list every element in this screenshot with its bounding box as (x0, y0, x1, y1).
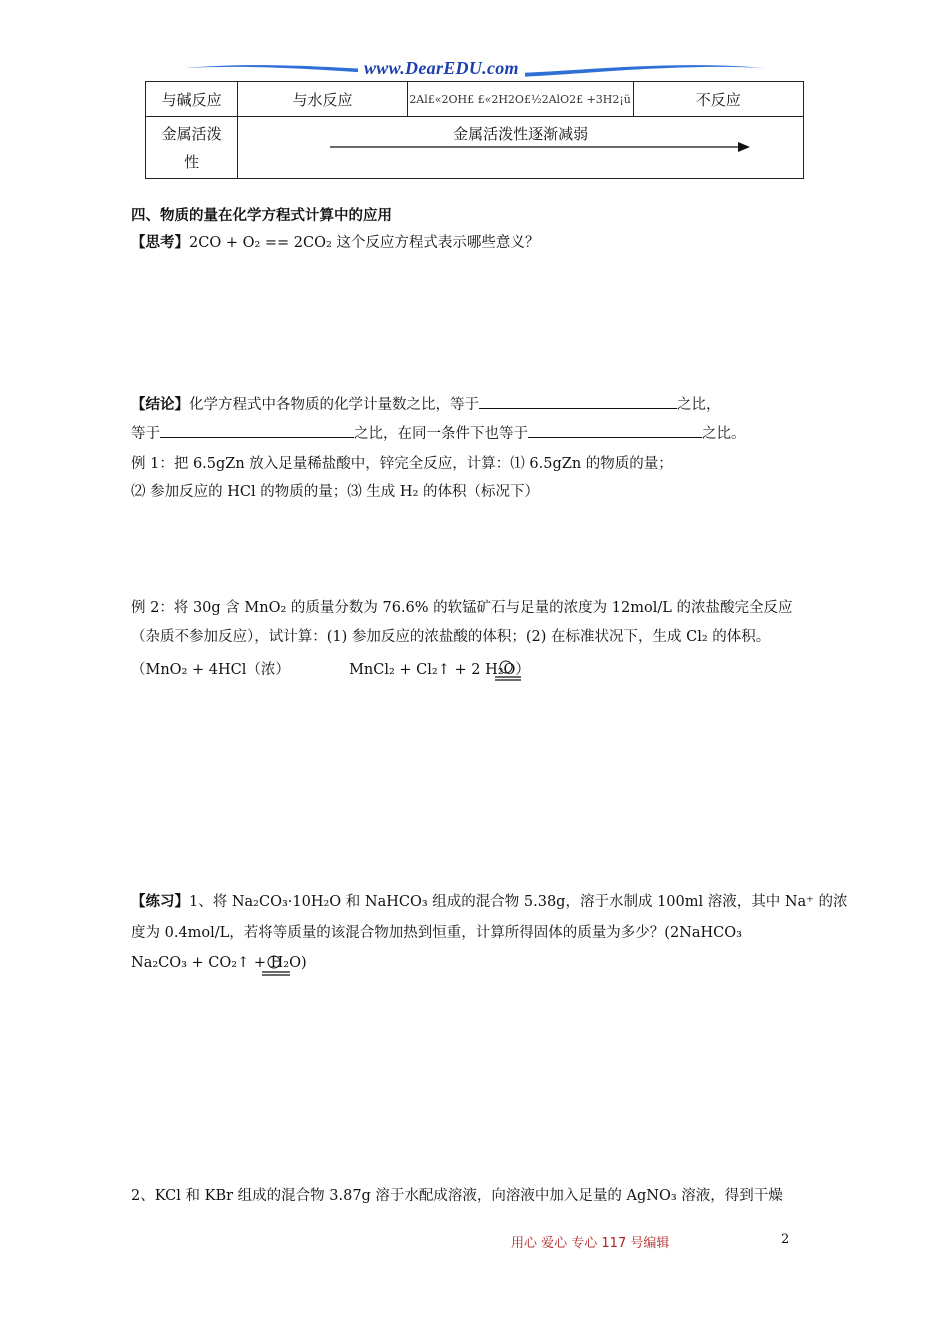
fill-blank[interactable] (528, 423, 702, 438)
page-number: 2 (781, 1232, 790, 1247)
think-text: 2CO + O₂ == 2CO₂ 这个反应方程式表示哪些意义？ (189, 235, 540, 251)
conclusion-text: 化学方程式中各物质的化学计量数之比，等于 (189, 397, 479, 413)
table-row (146, 82, 804, 117)
example-1-line-1: 例 1：把 6.5gZn 放入足量稀盐酸中，锌完全反应，计算：⑴ 6.5gZn 的物质的量； (131, 456, 673, 472)
practice-tag: 【练习】 (131, 893, 189, 910)
section-title: 四、物质的量在化学方程式计算中的应用 (131, 207, 392, 224)
practice-line-3: Na₂CO₃ + CO₂↑ + H₂O) (131, 955, 307, 971)
activity-label: 金属活泼性逐渐减弱 (453, 125, 589, 143)
conclusion-text: 之比。 (702, 426, 746, 442)
table-row (146, 117, 804, 179)
think-line (131, 233, 539, 253)
table-cell: 与水反应 (238, 82, 407, 117)
activity-cell (238, 117, 804, 179)
practice-line-2: 度为 0.4mol/L，若将等质量的该混合物加热到恒重，计算所得固体的质量为多少？(2NaHCO₃ (131, 925, 742, 941)
think-tag: 【思考】 (131, 234, 189, 251)
site-logo (180, 56, 770, 82)
fill-blank[interactable] (160, 423, 354, 438)
heat-condition-icon (493, 658, 523, 684)
right-arrow-icon (330, 139, 750, 151)
conclusion-tag: 【结论】 (131, 396, 189, 413)
conclusion-line-1 (131, 394, 721, 415)
conclusion-text: 之比， (677, 397, 721, 413)
conclusion-text: 等于 (131, 426, 160, 442)
equation-reactants: （MnO₂ + 4HCl（浓） (131, 662, 290, 678)
label-line: 金属活泼 (161, 124, 222, 143)
heat-condition-icon (260, 953, 292, 979)
equation-products: MnCl₂ + Cl₂↑ + 2 H₂O） (349, 662, 530, 678)
comparison-table (145, 81, 804, 179)
example-1-line-2: ⑵ 参加反应的 HCl 的物质的量；⑶ 生成 H₂ 的体积（标况下） (131, 484, 539, 500)
table-cell-equation: 2Al£«2OH£ £«2H2O£½2AlO2£ +3H2¡ü (407, 82, 633, 117)
label-line: 性 (184, 152, 200, 171)
logo-text: www.DearEDU.com (358, 58, 525, 78)
example-2-line-2: （杂质不参加反应），试计算：(1) 参加反应的浓盐酸的体积；(2) 在标准状况下，生成 Cl₂ 的体积。 (131, 629, 771, 645)
example-2-equation (131, 660, 530, 680)
footer-text: 用心 爱心 专心 117 号编辑 (511, 1236, 670, 1251)
practice-line-1 (131, 892, 847, 912)
table-cell-label: 与碱反应 (146, 82, 238, 117)
fill-blank[interactable] (479, 394, 677, 409)
table-cell-label (146, 117, 238, 179)
question-2-line-1: 2、KCl 和 KBr 组成的混合物 3.87g 溶于水配成溶液，向溶液中加入足量的 AgNO₃ 溶液，得到干燥 (131, 1188, 783, 1204)
conclusion-text: 之比，在同一条件下也等于 (354, 426, 528, 442)
example-2-line-1: 例 2：将 30g 含 MnO₂ 的质量分数为 76.6% 的软锰矿石与足量的浓度为 12mol/L 的浓盐酸完全反应 (131, 600, 793, 616)
practice-text: 1、将 Na₂CO₃·10H₂O 和 NaHCO₃ 组成的混合物 5.38g，溶于水制成 100ml 溶液，其中 Na⁺ 的浓 (189, 894, 848, 910)
table-cell: 不反应 (633, 82, 803, 117)
conclusion-line-2 (131, 423, 746, 444)
